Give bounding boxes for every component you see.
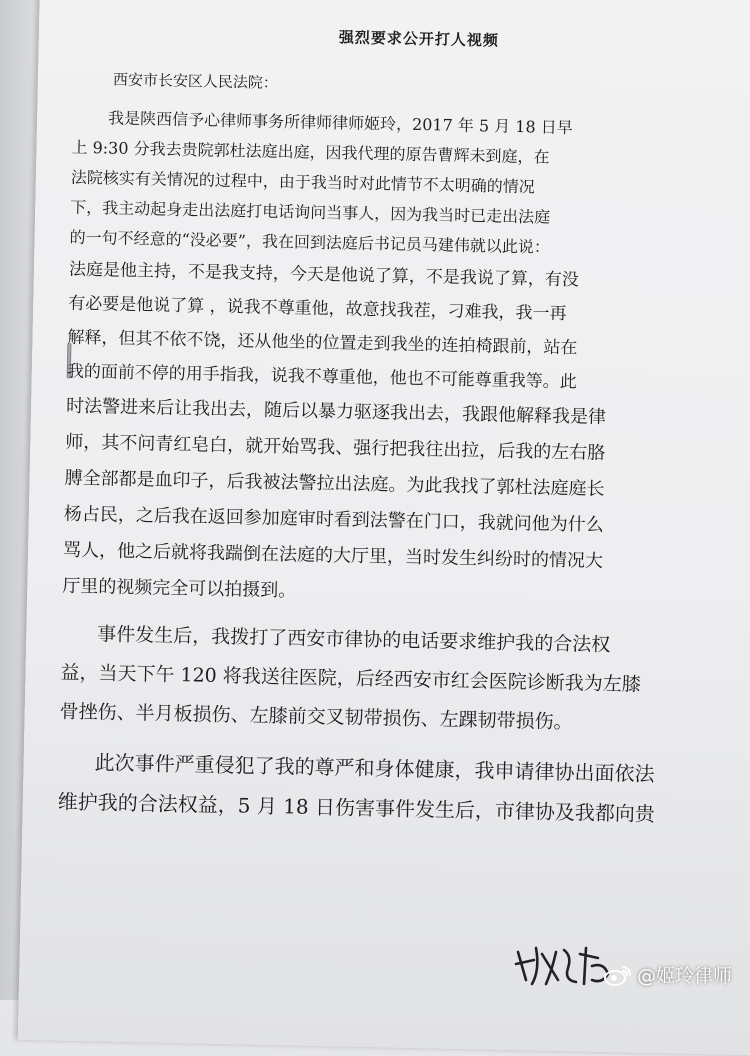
text-line: 膊全部都是血印子，后我被法警拉出法庭。为此我找了郭杜法庭庭长 <box>64 467 605 500</box>
text-line: 法庭是他主持，不是我支持，今天是他说了算，不是我说了算，有没 <box>68 259 580 291</box>
text-line: 厅里的视频完全可以拍摄到。 <box>62 575 297 602</box>
text-line: 我是陕西信予心律师事务所律师律师姬玲，2017 年 5 月 18 日早 <box>107 108 573 138</box>
text-line: 益，当天下午 120 将我送往医院，后经西安市红会医院诊断我为左膝 <box>60 661 641 696</box>
watermark-text: @姬玲律师 <box>636 965 732 987</box>
text-line: 维护我的合法权益，5 月 18 日伤害事件发生后，市律协及我都向贵 <box>57 789 656 827</box>
text-line: 解释，但其不依不饶，还从他坐的位置走到我坐的连拍椅跟前，站在 <box>67 327 578 359</box>
text-line: 的一句不经意的“没必要”，我在回到法庭后书记员马建伟就以此说： <box>69 227 551 257</box>
text-line: 有必要是他说了算 ，说我不尊重他，故意找我茬，刁难我，我一再 <box>68 293 567 325</box>
text-line: 事件发生后，我拨打了西安市律协的电话要求维护我的合法权 <box>97 623 611 657</box>
text-line: 师，其不问青红皂白，就开始骂我、强行把我往出拉，后我的左右胳 <box>65 431 606 464</box>
weibo-watermark <box>603 961 732 988</box>
text-line: 杨占民，之后我在返回参加庭审时看到法警在门口，我就问他为什么 <box>63 503 604 536</box>
paragraph-1 <box>62 103 732 619</box>
text-line: 此次事件严重侵犯了我的尊严和身体健康，我申请律协出面依法 <box>94 750 655 787</box>
text-line: 骂人，他之后就将我踹倒在法庭的大厅里，当时发生纠纷时的情况大 <box>62 539 604 572</box>
document-paper <box>18 0 750 1056</box>
addressee: 西安市长安区人民法院： <box>112 70 279 93</box>
document-body <box>57 21 734 836</box>
text-line: 骨挫伤、半月板损伤、左膝前交叉韧带损伤、左踝韧带损伤。 <box>59 700 573 734</box>
paragraph-2 <box>59 615 721 746</box>
text-line: 法院核实有关情况的过程中，由于我当时对此情节不太明确的情况 <box>70 167 535 197</box>
document-title: 强烈要求公开打人视频 <box>338 28 500 50</box>
text-line: 时法警进来后让我出去，随后以暴力驱逐我出去，我跟他解释我是律 <box>65 395 607 428</box>
text-line: 我的面前不停的用手指我，说我不尊重他，他也不可能尊重我等。此 <box>66 361 577 393</box>
paragraph-3 <box>57 742 719 836</box>
weibo-logo-icon <box>603 963 633 987</box>
text-line: 下，我主动起身走出法庭打电话询问当事人，因为我当时已走出法庭 <box>70 197 551 227</box>
text-line: 上 9:30 分我去贵院郭杜法庭出庭，因我代理的原告曹辉未到庭，在 <box>71 137 550 167</box>
